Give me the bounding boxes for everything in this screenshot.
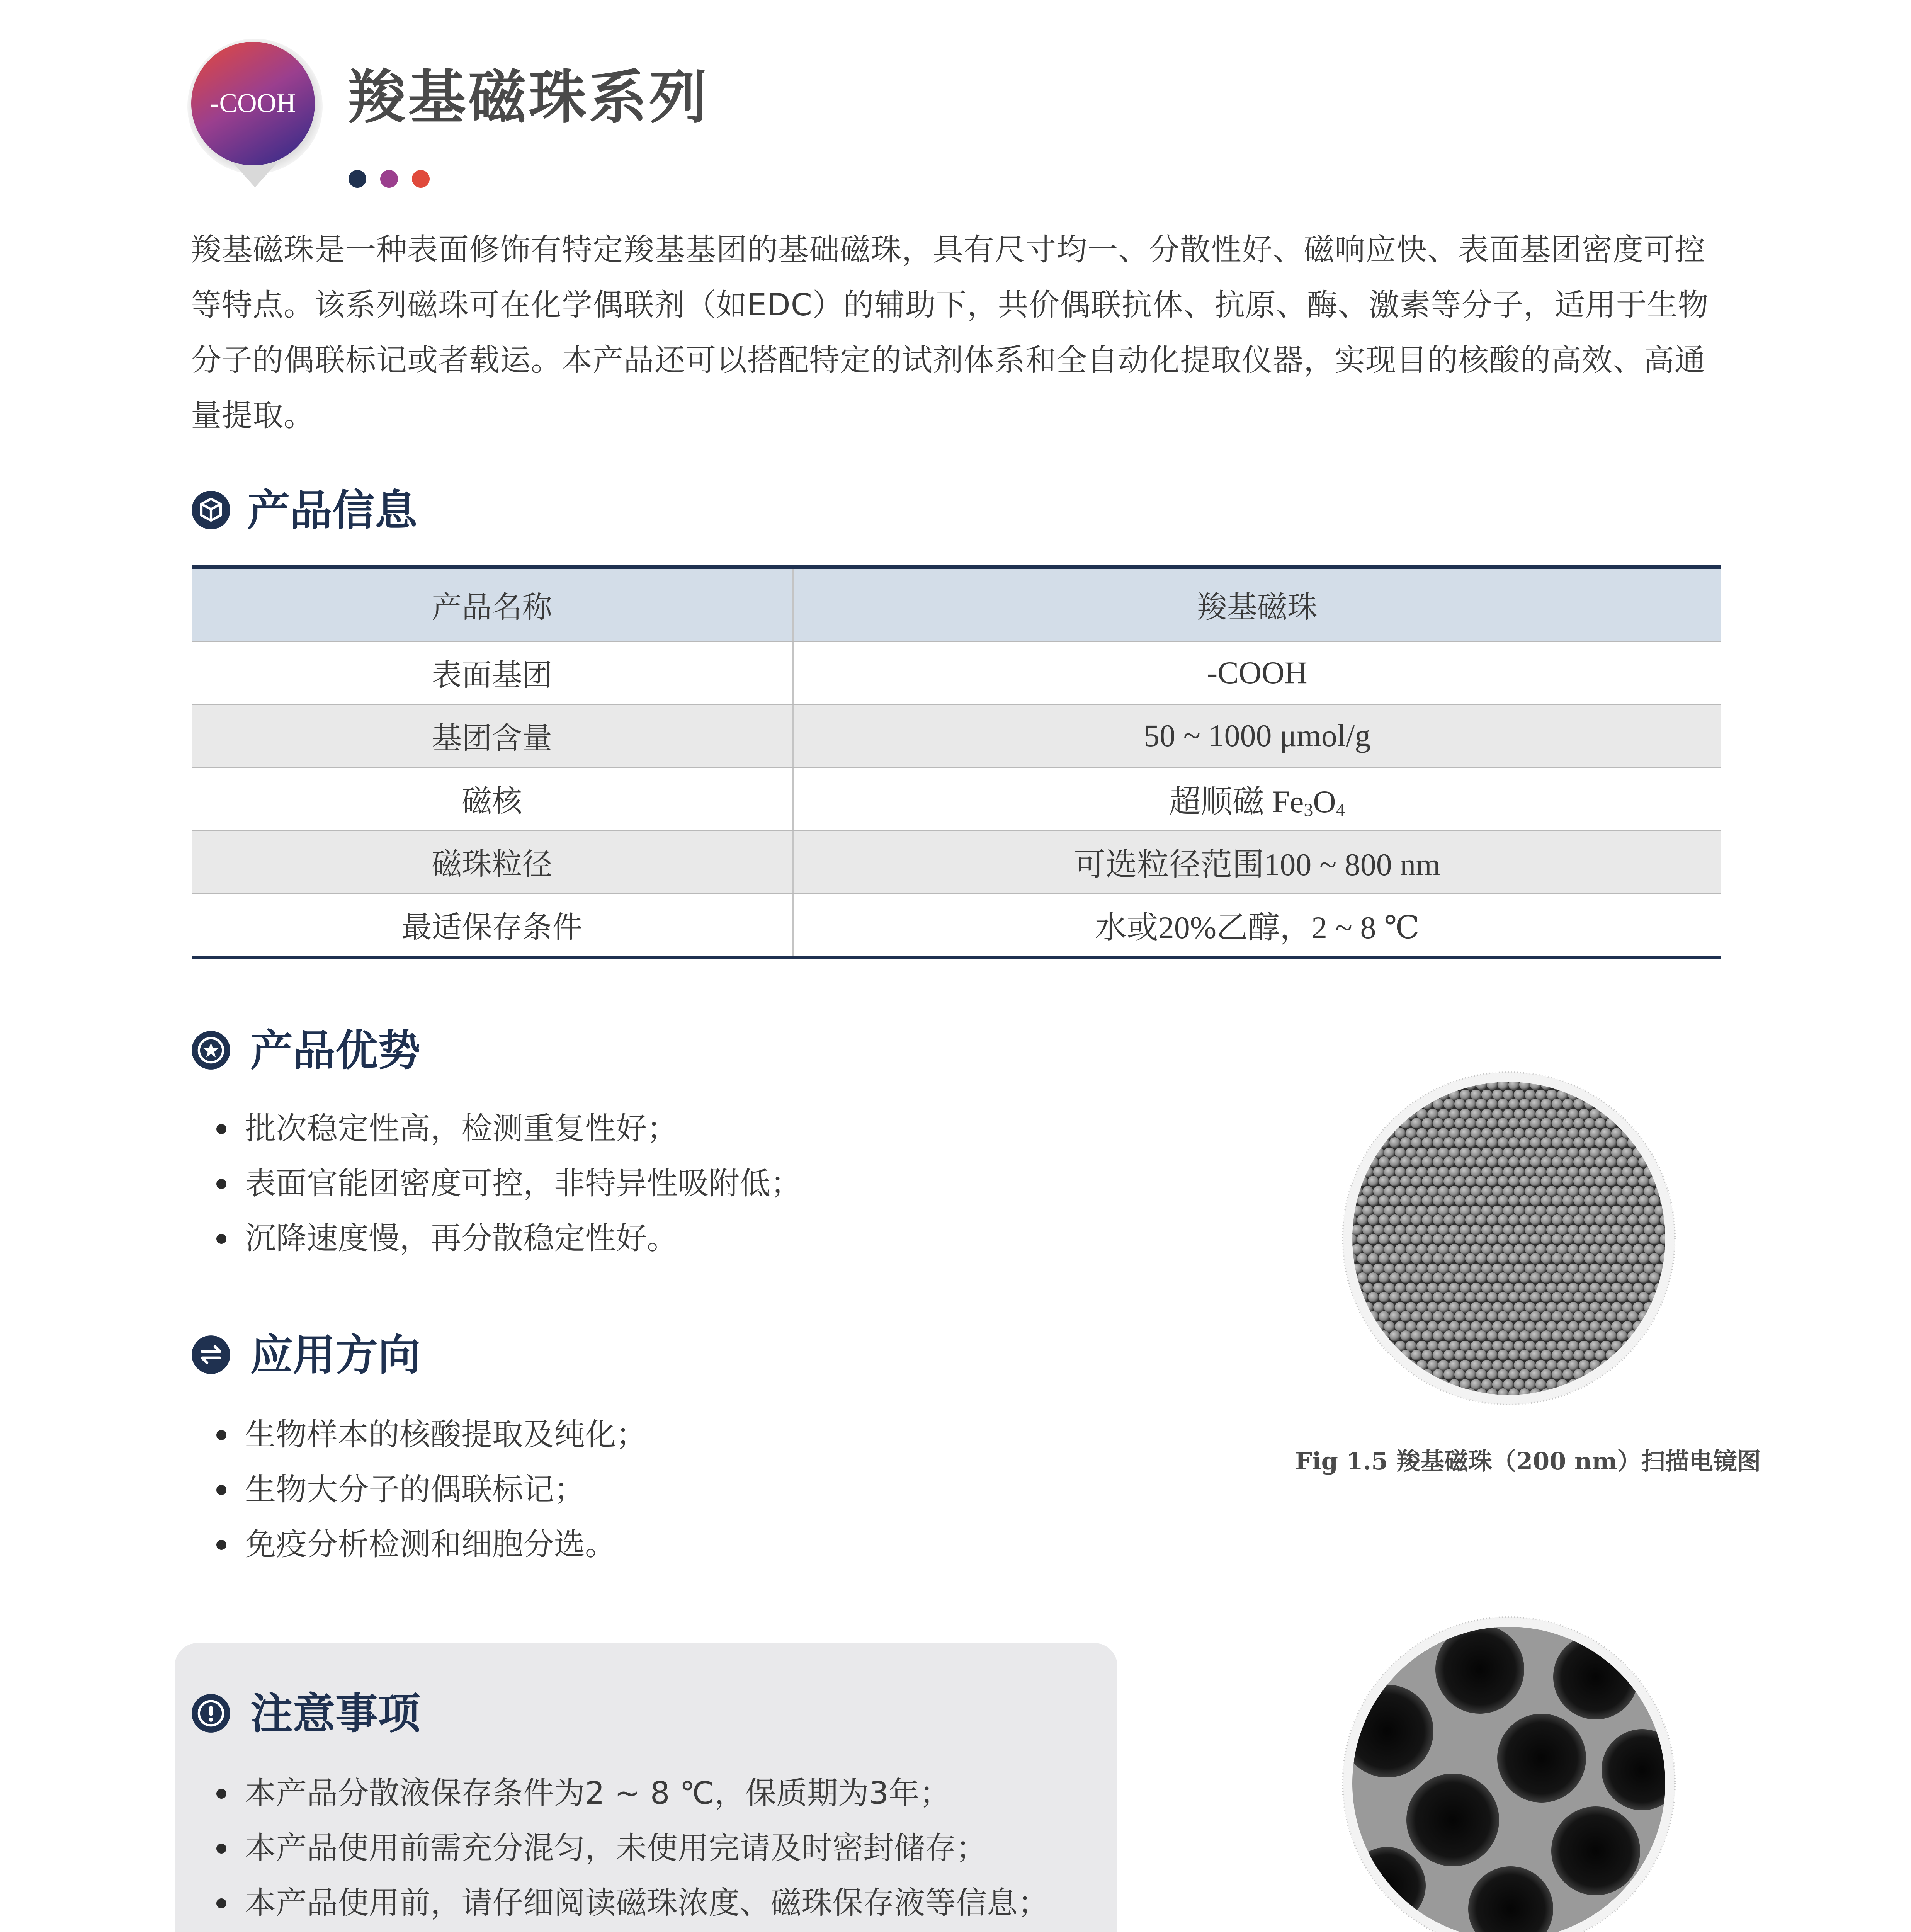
section-title-advantages: 产品优势 xyxy=(250,1026,420,1075)
row-label: 基团含量 xyxy=(192,704,793,767)
cooh-badge xyxy=(185,39,325,189)
list-item xyxy=(191,1930,1072,1932)
row-label: 磁珠粒径 xyxy=(192,830,793,893)
row-value: 可选粒径范围100 ~ 800 nm xyxy=(793,830,1721,893)
list-item: 免疫分析检测和细胞分选。 xyxy=(191,1517,647,1572)
exchange-icon xyxy=(191,1335,231,1375)
decor-dot-red xyxy=(412,170,430,188)
list-item: 本产品使用前，请仔细阅读磁珠浓度、磁珠保存液等信息； xyxy=(191,1876,1072,1930)
section-title-applications: 应用方向 xyxy=(250,1330,420,1380)
row-value: -COOH xyxy=(793,641,1721,704)
table-header-product: 羧基磁珠 xyxy=(793,567,1721,641)
cube-icon xyxy=(191,490,231,530)
row-label: 表面基团 xyxy=(192,641,793,704)
list-item: 生物样本的核酸提取及纯化； xyxy=(191,1407,647,1462)
star-badge-icon xyxy=(191,1030,231,1070)
row-value: 50 ~ 1000 μmol/g xyxy=(793,704,1721,767)
decor-dot-navy xyxy=(349,170,366,188)
table-row xyxy=(192,767,1721,830)
row-label: 最适保存条件 xyxy=(192,893,793,958)
table-row xyxy=(192,641,1721,704)
intro-paragraph: 羧基磁珠是一种表面修饰有特定羧基基团的基础磁珠，具有尺寸均一、分散性好、磁响应快、表面基团密度可控等特点。该系列磁珠可在化学偶联剂（如EDC）的辅助下，共价偶联抗体、抗原、酶、激素等分子，适用于生物分子的偶联标记或者载运。本产品还可以搭配特定的试剂体系和全自动化提取仪器，实现目的核酸的高效、高通量提取。 xyxy=(191,232,1709,433)
sem-caption: Fig 1.5 羧基磁珠（200 nm）扫描电镜图 xyxy=(1295,1447,1761,1475)
spec-table xyxy=(192,565,1721,959)
table-header-row xyxy=(192,567,1721,641)
badge-text: -COOH xyxy=(210,88,296,118)
table-row xyxy=(192,704,1721,767)
list-item: 批次稳定性高，检测重复性好； xyxy=(191,1101,801,1156)
sem-micrograph xyxy=(1341,1070,1677,1406)
row-label: 磁核 xyxy=(192,767,793,830)
tem-micrograph xyxy=(1341,1615,1677,1932)
list-item: 表面官能团密度可控，非特异性吸附低； xyxy=(191,1156,801,1211)
exclamation-icon xyxy=(191,1693,231,1733)
notice-list xyxy=(191,1766,1072,1932)
applications-list xyxy=(191,1407,647,1572)
advantages-list xyxy=(191,1101,801,1266)
list-item: 沉降速度慢，再分散稳定性好。 xyxy=(191,1211,801,1266)
table-row xyxy=(192,893,1721,958)
page-title: 羧基磁珠系列 xyxy=(348,64,710,131)
list-item: 本产品使用前需充分混匀，未使用完请及时密封储存； xyxy=(191,1821,1072,1876)
table-row xyxy=(192,830,1721,893)
table-header-name: 产品名称 xyxy=(192,567,793,641)
row-value: 水或20%乙醇，2 ~ 8 ℃ xyxy=(1095,910,1420,945)
section-title-notice: 注意事项 xyxy=(250,1689,420,1738)
decor-dot-purple xyxy=(380,170,398,188)
list-item: 生物大分子的偶联标记； xyxy=(191,1462,647,1517)
row-value: 超顺磁 $Fe_3O_4$ xyxy=(793,767,1721,830)
list-item: 本产品分散液保存条件为2 ~ 8 ℃，保质期为3年； xyxy=(191,1766,1072,1821)
section-title-product-info: 产品信息 xyxy=(247,486,417,535)
